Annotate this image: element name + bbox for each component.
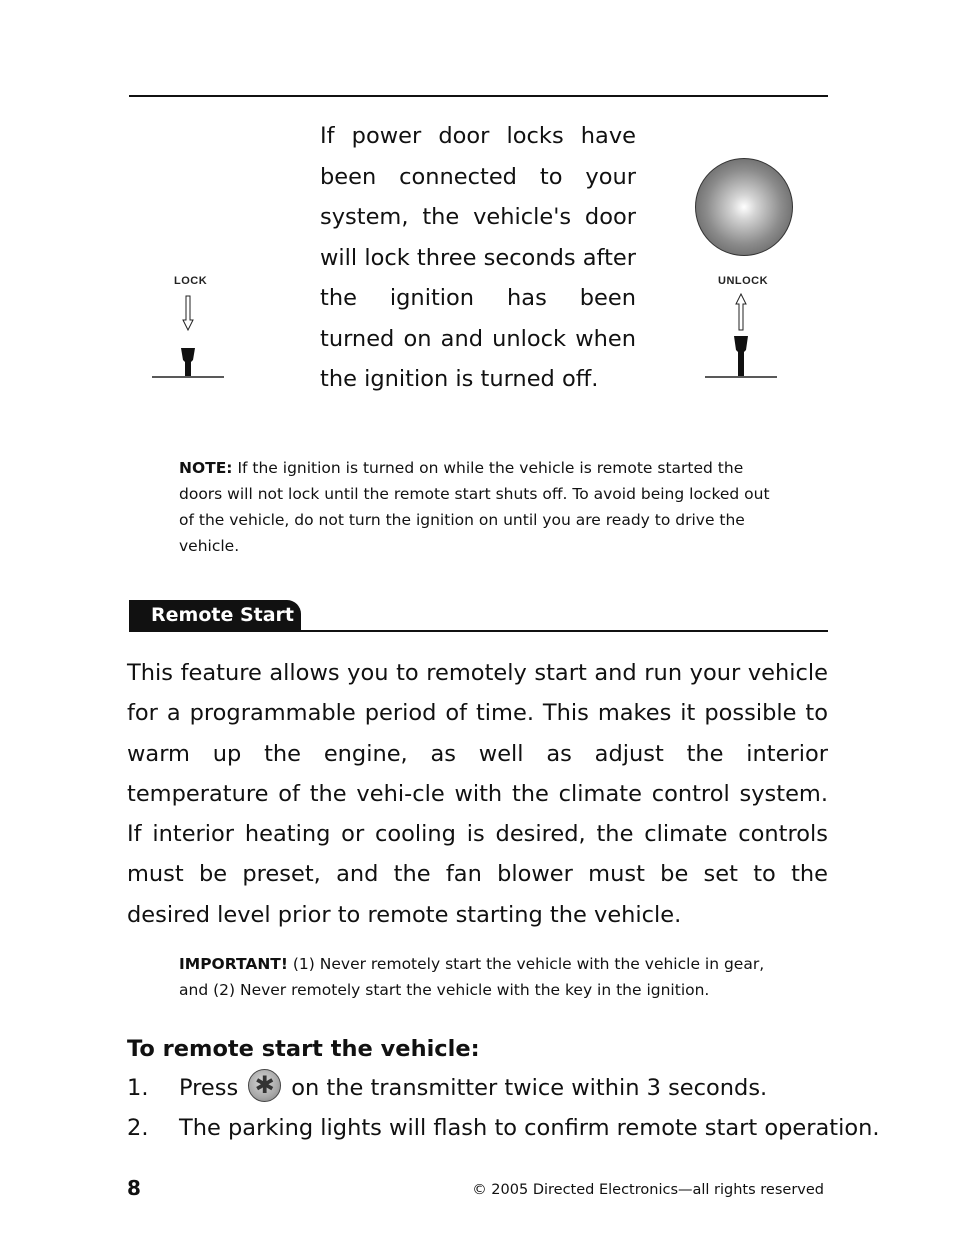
step-text-after: on the transmitter twice within 3 seconds. bbox=[291, 1075, 768, 1101]
important-lead: IMPORTANT! bbox=[179, 955, 288, 973]
note-text: If the ignition is turned on while the vehicle is remote started the doors will not lock until the remote start shuts off. To avoid being locked out of the vehicle, do not turn the ignition on until you are ready to drive the vehicle. bbox=[179, 459, 770, 555]
unlock-label: UNLOCK bbox=[718, 275, 769, 287]
section-title: Remote Start bbox=[129, 600, 301, 632]
important-paragraph bbox=[179, 951, 789, 1003]
step-1 bbox=[127, 1072, 767, 1104]
asterisk-button-icon: ✱ bbox=[248, 1069, 281, 1102]
step-number: 1. bbox=[127, 1075, 149, 1101]
step-number: 2. bbox=[127, 1115, 149, 1141]
unlock-knob-icon bbox=[703, 290, 779, 382]
note-paragraph bbox=[179, 455, 777, 559]
top-rule bbox=[129, 95, 828, 97]
important-text: (1) Never remotely start the vehicle with the vehicle in gear, and (2) Never remotely start the vehicle with the key in the ignition. bbox=[179, 955, 765, 999]
lock-label: LOCK bbox=[174, 275, 208, 287]
step-2 bbox=[127, 1112, 880, 1144]
sphere-icon bbox=[695, 158, 793, 256]
copyright-notice: © 2005 Directed Electronics—all rights reserved bbox=[472, 1182, 824, 1198]
section-header bbox=[129, 600, 828, 632]
intro-paragraph: If power door locks have been connected to your system, the vehicle's door will lock three seconds after the ignition has been turned on and unlock when the ignition is turned off. bbox=[320, 123, 636, 392]
remote-start-description: This feature allows you to remotely start and run your vehicle for a programmable period of time. This makes it possible to warm up the engine, as well as adjust the interior temperature of the vehi-cle with the climate control system. If interior heating or cooling is desired, the climate controls must be preset, and the fan blower must be set to the desired level prior to remote starting the vehicle. bbox=[127, 660, 828, 928]
lock-knob-icon bbox=[150, 290, 226, 382]
procedure-heading: To remote start the vehicle: bbox=[127, 1036, 480, 1062]
step-text-before: Press bbox=[179, 1075, 239, 1101]
step-text: The parking lights will flash to confirm remote start operation. bbox=[179, 1115, 880, 1141]
section-rule bbox=[129, 630, 828, 632]
note-lead: NOTE: bbox=[179, 459, 233, 477]
page-number: 8 bbox=[127, 1176, 141, 1200]
